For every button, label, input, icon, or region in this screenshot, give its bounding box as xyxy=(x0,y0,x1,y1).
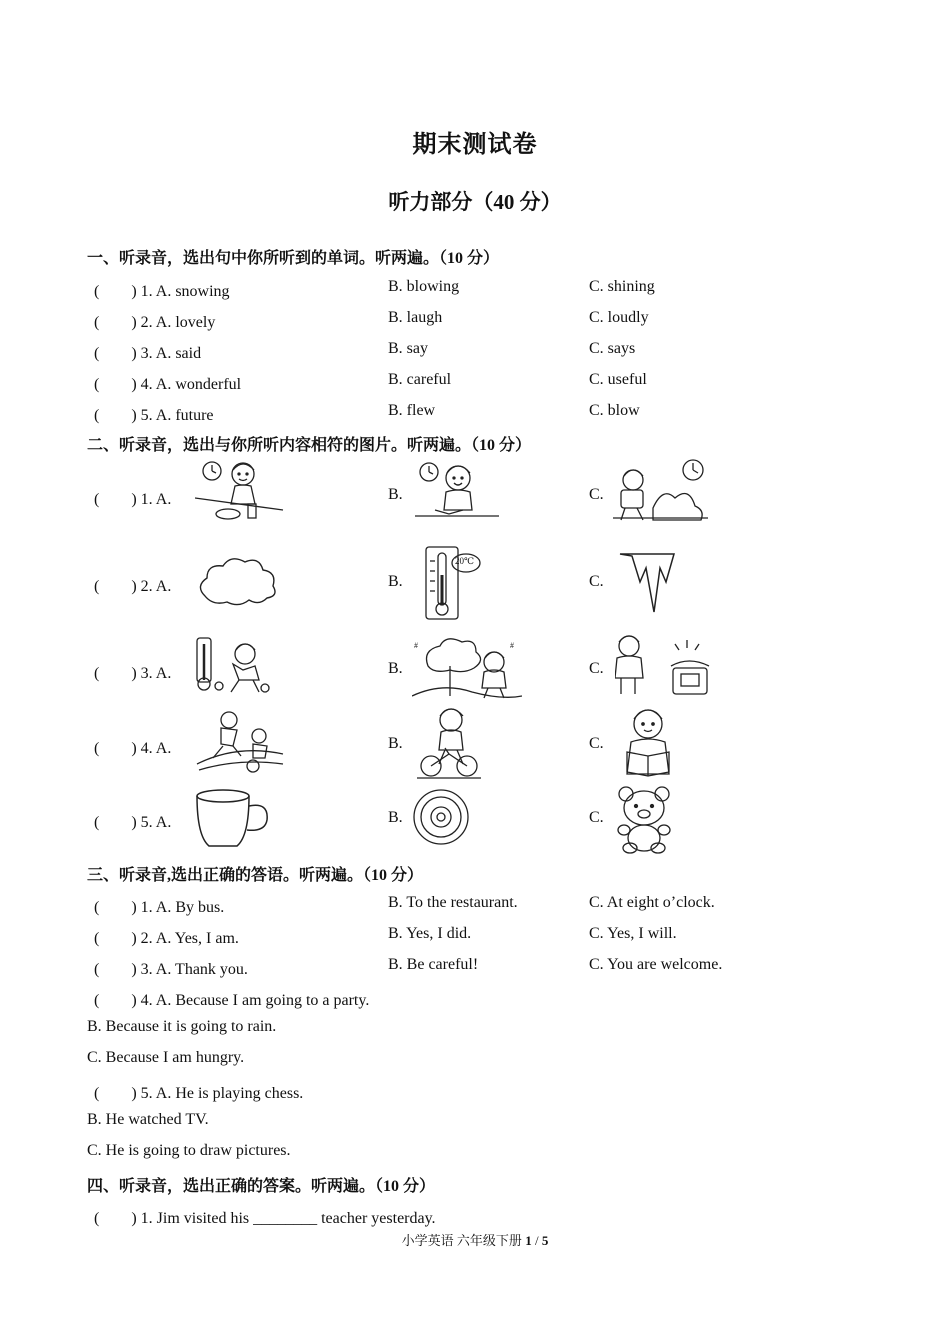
s1-question-3 xyxy=(0,340,950,364)
question-stem: ( ) 3. A. said xyxy=(94,345,202,362)
boy-telephone-picture xyxy=(615,632,710,700)
footer-separator: / xyxy=(534,1233,539,1248)
question-stem: ( ) 2. A. Yes, I am. xyxy=(94,930,239,947)
s3-q5-option-c: C. He is going to draw pictures. xyxy=(87,1142,291,1159)
option-b: B. flew xyxy=(388,402,436,419)
thermometer-picture xyxy=(422,545,482,623)
svg-text:#: # xyxy=(510,641,514,650)
s3-question-1 xyxy=(0,894,950,918)
option-c: C. xyxy=(589,660,604,677)
section-3-heading: 三、听录音,选出正确的答语。听两遍。（10 分） xyxy=(87,867,424,884)
footer-page-number: 1 xyxy=(525,1233,532,1248)
cup-picture xyxy=(195,788,271,850)
option-b: B. blowing xyxy=(388,278,460,295)
thermometer-reading-label: 20℃ xyxy=(455,556,475,566)
question-stem: ( ) 4. A. Because I am going to a party. xyxy=(94,992,370,1009)
s3-question-4 xyxy=(0,987,950,1011)
footer-total-pages: 5 xyxy=(541,1233,549,1248)
s3-question-2 xyxy=(0,925,950,949)
page-footer xyxy=(0,1230,950,1249)
option-c: C. blow xyxy=(589,402,640,419)
boy-reading-book-picture xyxy=(623,706,673,778)
page-subtitle: 听力部分（40 分） xyxy=(388,190,562,214)
s3-q5-option-b: B. He watched TV. xyxy=(87,1111,209,1128)
question-stem: ( ) 5. A. He is playing chess. xyxy=(94,1085,304,1102)
option-b: B. xyxy=(388,573,403,590)
option-c: C. xyxy=(589,573,604,590)
s4-question-1 xyxy=(0,1205,950,1229)
question-stem: ( ) 2. A. lovely xyxy=(94,314,216,331)
option-b: B. xyxy=(388,735,403,752)
question-stem: ( ) 3. A. xyxy=(94,665,172,682)
boy-windy-day-picture xyxy=(412,636,522,702)
boy-doing-homework-picture xyxy=(413,458,503,528)
option-c: C. At eight o’clock. xyxy=(589,894,715,911)
option-b: B. say xyxy=(388,340,428,357)
s1-question-2 xyxy=(0,309,950,333)
girl-hot-weather-picture xyxy=(195,636,277,696)
option-c: C. xyxy=(589,735,604,752)
option-b: B. Be careful! xyxy=(388,956,479,973)
footer-text: 小学英语 六年级下册 xyxy=(401,1233,522,1248)
question-stem: ( ) 1. A. By bus. xyxy=(94,899,225,916)
question-stem: ( ) 5. A. xyxy=(94,814,172,831)
option-c: C. Yes, I will. xyxy=(589,925,677,942)
s3-question-3 xyxy=(0,956,950,980)
option-c: C. shining xyxy=(589,278,655,295)
option-c: C. says xyxy=(589,340,636,357)
svg-text:#: # xyxy=(414,641,418,650)
cd-disc-picture xyxy=(412,788,470,846)
boy-walking-to-school-picture xyxy=(613,458,708,528)
question-stem: ( ) 1. Jim visited his ________ teacher yesterday. xyxy=(94,1210,436,1227)
option-c: C. xyxy=(589,809,604,826)
option-b: B. xyxy=(388,809,403,826)
option-b: B. laugh xyxy=(388,309,443,326)
option-b: B. Yes, I did. xyxy=(388,925,472,942)
cloud-picture xyxy=(195,556,281,610)
option-c: C. useful xyxy=(589,371,647,388)
option-b: B. careful xyxy=(388,371,452,388)
page-title: 期末测试卷 xyxy=(412,132,538,158)
question-stem: ( ) 2. A. xyxy=(94,578,172,595)
question-stem: ( ) 4. A. xyxy=(94,740,172,757)
boy-eating-breakfast-picture xyxy=(195,458,285,528)
option-b: B. xyxy=(388,486,403,503)
s1-question-1 xyxy=(0,278,950,302)
icicle-picture xyxy=(618,552,676,614)
question-stem: ( ) 1. A. xyxy=(94,491,172,508)
question-stem: ( ) 5. A. future xyxy=(94,407,214,424)
question-stem: ( ) 1. A. snowing xyxy=(94,283,230,300)
option-c: C. xyxy=(589,486,604,503)
option-c: C. loudly xyxy=(589,309,649,326)
s2-question-5 xyxy=(0,809,950,833)
boy-riding-bike-picture xyxy=(417,706,481,780)
s3-question-5 xyxy=(0,1080,950,1104)
question-stem: ( ) 4. A. wonderful xyxy=(94,376,242,393)
section-2-heading: 二、听录音，选出与你所听内容相符的图片。听两遍。（10 分） xyxy=(87,437,532,454)
option-b: B. xyxy=(388,660,403,677)
section-4-heading: 四、听录音，选出正确的答案。听两遍。（10 分） xyxy=(87,1178,436,1195)
s3-q4-option-b: B. Because it is going to rain. xyxy=(87,1018,277,1035)
option-c: C. You are welcome. xyxy=(589,956,723,973)
section-1-heading: 一、听录音，选出句中你所听到的单词。听两遍。（10 分） xyxy=(87,250,500,267)
question-stem: ( ) 3. A. Thank you. xyxy=(94,961,248,978)
s3-q4-option-c: C. Because I am hungry. xyxy=(87,1049,245,1066)
teddy-bear-picture xyxy=(616,786,672,854)
kids-playing-football-picture xyxy=(195,710,285,774)
s1-question-5 xyxy=(0,402,950,426)
option-b: B. To the restaurant. xyxy=(388,894,518,911)
s1-question-4 xyxy=(0,371,950,395)
